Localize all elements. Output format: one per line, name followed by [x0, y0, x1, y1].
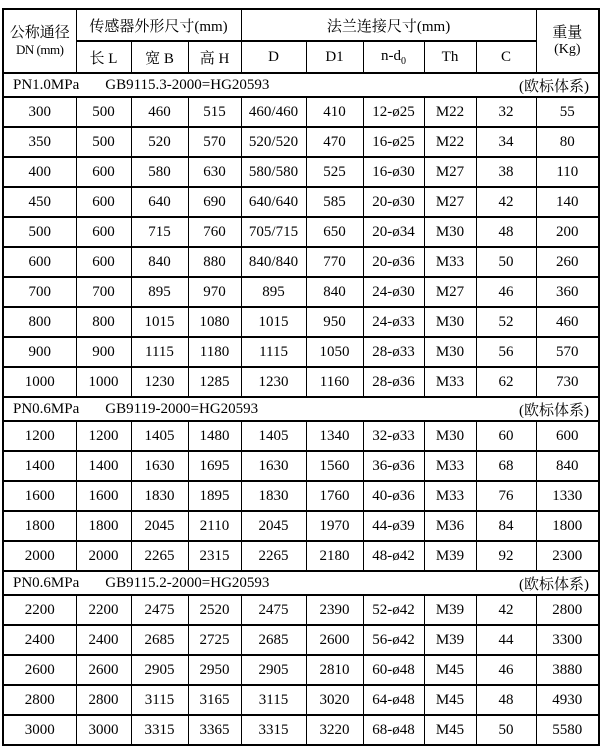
table-cell: M39 — [424, 541, 476, 571]
section-standard-label: GB9115.3-2000=HG20593 — [105, 76, 270, 93]
table-cell: 4930 — [536, 685, 599, 715]
header-height: 高 H — [188, 41, 241, 73]
table-cell: 600 — [3, 247, 76, 277]
table-cell: M45 — [424, 655, 476, 685]
data-row — [3, 541, 599, 571]
header-dn-title: 公称通径 — [9, 25, 70, 41]
data-row — [3, 97, 599, 127]
table-cell: 1630 — [131, 451, 188, 481]
table-cell: 1200 — [3, 421, 76, 451]
data-row — [3, 127, 599, 157]
table-cell: 970 — [188, 277, 241, 307]
table-cell: 42 — [476, 595, 536, 625]
table-cell: 76 — [476, 481, 536, 511]
table-cell: 2905 — [131, 655, 188, 685]
table-cell: 32 — [476, 97, 536, 127]
table-cell: 880 — [188, 247, 241, 277]
table-cell: 12-ø25 — [363, 97, 424, 127]
table-cell: 1830 — [131, 481, 188, 511]
table-cell: 1970 — [306, 511, 363, 541]
table-cell: 3020 — [306, 685, 363, 715]
table-cell: 40-ø36 — [363, 481, 424, 511]
table-cell: 2600 — [76, 655, 131, 685]
table-cell: 500 — [3, 217, 76, 247]
table-cell: 300 — [3, 97, 76, 127]
table-cell: 34 — [476, 127, 536, 157]
table-cell: 895 — [241, 277, 306, 307]
table-cell: 56 — [476, 337, 536, 367]
table-cell: 690 — [188, 187, 241, 217]
table-cell: 1800 — [536, 511, 599, 541]
table-cell: 20-ø30 — [363, 187, 424, 217]
table-cell: 32-ø33 — [363, 421, 424, 451]
table-cell: 2045 — [131, 511, 188, 541]
table-cell: 2000 — [76, 541, 131, 571]
table-cell: 360 — [536, 277, 599, 307]
table-cell: 3000 — [3, 715, 76, 745]
data-row — [3, 715, 599, 745]
header-length: 长 L — [76, 41, 131, 73]
table-cell: 28-ø33 — [363, 337, 424, 367]
table-cell: 400 — [3, 157, 76, 187]
table-cell: 2400 — [76, 625, 131, 655]
table-cell: 1630 — [241, 451, 306, 481]
table-cell: 24-ø33 — [363, 307, 424, 337]
data-row — [3, 157, 599, 187]
table-cell: 3115 — [241, 685, 306, 715]
table-cell: M27 — [424, 277, 476, 307]
table-cell: 460 — [536, 307, 599, 337]
table-cell: 1560 — [306, 451, 363, 481]
header-weight-unit: (Kg) — [554, 41, 581, 57]
header-flange-connection-group: 法兰连接尺寸(mm) — [241, 9, 536, 41]
table-cell: 600 — [76, 217, 131, 247]
table-cell: 1800 — [3, 511, 76, 541]
table-cell: 515 — [188, 97, 241, 127]
table-cell: 1405 — [131, 421, 188, 451]
table-cell: 1180 — [188, 337, 241, 367]
table-cell: 44 — [476, 625, 536, 655]
header-sensor-dimensions-group: 传感器外形尺寸(mm) — [76, 9, 241, 41]
table-cell: 50 — [476, 247, 536, 277]
table-cell: M22 — [424, 97, 476, 127]
section-note-label: (欧标体系) — [519, 78, 590, 95]
header-d1: D1 — [306, 41, 363, 73]
table-cell: 1015 — [241, 307, 306, 337]
table-cell: 1480 — [188, 421, 241, 451]
table-cell: 2315 — [188, 541, 241, 571]
table-cell: 2800 — [76, 685, 131, 715]
table-cell: 1600 — [3, 481, 76, 511]
table-cell: 44-ø39 — [363, 511, 424, 541]
table-cell: 38 — [476, 157, 536, 187]
table-cell: 2265 — [241, 541, 306, 571]
table-cell: 3365 — [188, 715, 241, 745]
table-cell: 410 — [306, 97, 363, 127]
table-cell: 3315 — [131, 715, 188, 745]
table-cell: 840 — [536, 451, 599, 481]
table-cell: 2905 — [241, 655, 306, 685]
table-cell: 2800 — [3, 685, 76, 715]
table-cell: 585 — [306, 187, 363, 217]
table-cell: M30 — [424, 217, 476, 247]
section-header-inner — [4, 573, 598, 594]
table-cell: 2725 — [188, 625, 241, 655]
table-cell: 570 — [188, 127, 241, 157]
table-cell: 2000 — [3, 541, 76, 571]
table-cell: 3165 — [188, 685, 241, 715]
table-cell: 46 — [476, 277, 536, 307]
table-cell: 800 — [3, 307, 76, 337]
header-n-d0-prefix: n-d — [381, 47, 402, 64]
data-row — [3, 367, 599, 397]
table-cell: M45 — [424, 715, 476, 745]
table-cell: 55 — [536, 97, 599, 127]
table-cell: 2200 — [3, 595, 76, 625]
section-header-inner — [4, 75, 598, 96]
table-cell: 2265 — [131, 541, 188, 571]
data-row — [3, 481, 599, 511]
data-row — [3, 685, 599, 715]
data-row — [3, 187, 599, 217]
table-cell: 46 — [476, 655, 536, 685]
table-cell: 650 — [306, 217, 363, 247]
table-cell: 1230 — [131, 367, 188, 397]
table-cell: 520 — [131, 127, 188, 157]
table-cell: 460/460 — [241, 97, 306, 127]
table-cell: 60-ø48 — [363, 655, 424, 685]
table-cell: 700 — [3, 277, 76, 307]
table-cell: 2110 — [188, 511, 241, 541]
table-cell: 1000 — [76, 367, 131, 397]
table-cell: 2685 — [241, 625, 306, 655]
data-row — [3, 655, 599, 685]
header-weight — [536, 9, 599, 73]
table-cell: 1800 — [76, 511, 131, 541]
table-cell: 2300 — [536, 541, 599, 571]
table-cell: 92 — [476, 541, 536, 571]
section-header-row — [3, 397, 599, 421]
table-cell: 900 — [76, 337, 131, 367]
table-cell: 1600 — [76, 481, 131, 511]
header-d: D — [241, 41, 306, 73]
table-cell: 2180 — [306, 541, 363, 571]
header-row-subcolumns — [3, 41, 599, 73]
table-cell: 840/840 — [241, 247, 306, 277]
table-cell: 520/520 — [241, 127, 306, 157]
table-cell: 42 — [476, 187, 536, 217]
data-row — [3, 277, 599, 307]
data-row — [3, 451, 599, 481]
table-cell: 760 — [188, 217, 241, 247]
table-cell: 450 — [3, 187, 76, 217]
table-cell: 1330 — [536, 481, 599, 511]
table-cell: 1760 — [306, 481, 363, 511]
table-cell: M30 — [424, 337, 476, 367]
table-cell: M39 — [424, 625, 476, 655]
table-cell: 640/640 — [241, 187, 306, 217]
section-pressure-label: PN0.6MPa — [13, 400, 80, 417]
data-row — [3, 307, 599, 337]
table-cell: M27 — [424, 157, 476, 187]
data-row — [3, 511, 599, 541]
data-row — [3, 625, 599, 655]
table-cell: 700 — [76, 277, 131, 307]
table-cell: 350 — [3, 127, 76, 157]
table-cell: 1230 — [241, 367, 306, 397]
table-cell: 48 — [476, 685, 536, 715]
table-cell: 1895 — [188, 481, 241, 511]
table-cell: 20-ø36 — [363, 247, 424, 277]
table-cell: 68-ø48 — [363, 715, 424, 745]
table-cell: 1405 — [241, 421, 306, 451]
table-cell: 2810 — [306, 655, 363, 685]
table-cell: 1340 — [306, 421, 363, 451]
table-cell: 84 — [476, 511, 536, 541]
table-cell: 1015 — [131, 307, 188, 337]
header-n-d0 — [363, 41, 424, 73]
data-row — [3, 247, 599, 277]
table-cell: M30 — [424, 307, 476, 337]
table-cell: 580/580 — [241, 157, 306, 187]
table-cell: M30 — [424, 421, 476, 451]
table-cell: 2685 — [131, 625, 188, 655]
table-cell: 1115 — [131, 337, 188, 367]
table-cell: 64-ø48 — [363, 685, 424, 715]
table-cell: 3000 — [76, 715, 131, 745]
table-cell: 3220 — [306, 715, 363, 745]
table-cell: 68 — [476, 451, 536, 481]
section-pressure-label: PN0.6MPa — [13, 574, 80, 591]
table-cell: 800 — [76, 307, 131, 337]
table-cell: 2520 — [188, 595, 241, 625]
table-cell: 1080 — [188, 307, 241, 337]
table-cell: 840 — [306, 277, 363, 307]
table-cell: 2950 — [188, 655, 241, 685]
table-cell: 3300 — [536, 625, 599, 655]
table-cell: M27 — [424, 187, 476, 217]
table-cell: 600 — [536, 421, 599, 451]
header-width: 宽 B — [131, 41, 188, 73]
table-cell: 3315 — [241, 715, 306, 745]
table-cell: 110 — [536, 157, 599, 187]
table-cell: 2600 — [3, 655, 76, 685]
table-cell: 200 — [536, 217, 599, 247]
section-header-cell — [3, 73, 599, 97]
table-cell: 2800 — [536, 595, 599, 625]
table-cell: 570 — [536, 337, 599, 367]
table-cell: 705/715 — [241, 217, 306, 247]
header-row-groups — [3, 9, 599, 41]
table-cell: 3115 — [131, 685, 188, 715]
table-cell: 580 — [131, 157, 188, 187]
section-header-inner — [4, 399, 598, 420]
section-header-row — [3, 571, 599, 595]
table-cell: 2200 — [76, 595, 131, 625]
table-cell: 24-ø30 — [363, 277, 424, 307]
table-cell: 600 — [76, 247, 131, 277]
table-cell: 630 — [188, 157, 241, 187]
table-cell: 80 — [536, 127, 599, 157]
table-cell: M33 — [424, 247, 476, 277]
header-nominal-diameter — [3, 9, 76, 73]
table-cell: M33 — [424, 451, 476, 481]
data-row — [3, 421, 599, 451]
table-cell: 50 — [476, 715, 536, 745]
table-cell: 2600 — [306, 625, 363, 655]
table-cell: 1695 — [188, 451, 241, 481]
data-row — [3, 337, 599, 367]
table-cell: 20-ø34 — [363, 217, 424, 247]
table-cell: 500 — [76, 97, 131, 127]
table-cell: 500 — [76, 127, 131, 157]
table-cell: 640 — [131, 187, 188, 217]
section-standard-label: GB9119-2000=HG20593 — [105, 400, 259, 417]
table-cell: 1285 — [188, 367, 241, 397]
table-cell: 470 — [306, 127, 363, 157]
table-cell: M36 — [424, 511, 476, 541]
table-cell: 730 — [536, 367, 599, 397]
table-cell: 895 — [131, 277, 188, 307]
table-cell: 525 — [306, 157, 363, 187]
table-cell: 2475 — [131, 595, 188, 625]
table-cell: 48 — [476, 217, 536, 247]
table-cell: 600 — [76, 157, 131, 187]
table-cell: 140 — [536, 187, 599, 217]
header-dn-unit: DN (mm) — [16, 42, 64, 57]
table-cell: 28-ø36 — [363, 367, 424, 397]
table-cell: M33 — [424, 481, 476, 511]
header-th: Th — [424, 41, 476, 73]
section-header-cell — [3, 397, 599, 421]
table-cell: 1200 — [76, 421, 131, 451]
table-cell: M22 — [424, 127, 476, 157]
table-cell: 600 — [76, 187, 131, 217]
header-n-d0-subscript: 0 — [401, 55, 407, 67]
table-cell: M45 — [424, 685, 476, 715]
table-cell: 2475 — [241, 595, 306, 625]
table-header — [3, 9, 599, 73]
table-cell: 260 — [536, 247, 599, 277]
data-row — [3, 595, 599, 625]
section-standard-label: GB9115.2-2000=HG20593 — [105, 574, 270, 591]
section-note-label: (欧标体系) — [519, 402, 590, 419]
table-cell: 36-ø36 — [363, 451, 424, 481]
table-cell: 1115 — [241, 337, 306, 367]
table-cell: 1400 — [76, 451, 131, 481]
table-cell: 840 — [131, 247, 188, 277]
header-c: C — [476, 41, 536, 73]
header-weight-title: 重量 — [552, 24, 583, 41]
section-note-label: (欧标体系) — [519, 576, 590, 593]
data-row — [3, 217, 599, 247]
table-cell: 900 — [3, 337, 76, 367]
table-cell: 1050 — [306, 337, 363, 367]
table-cell: 2400 — [3, 625, 76, 655]
table-cell: 1160 — [306, 367, 363, 397]
table-cell: 1000 — [3, 367, 76, 397]
table-cell: 3880 — [536, 655, 599, 685]
table-cell: 62 — [476, 367, 536, 397]
table-cell: 56-ø42 — [363, 625, 424, 655]
dimension-spec-table — [2, 8, 600, 746]
table-cell: 5580 — [536, 715, 599, 745]
table-cell: 1400 — [3, 451, 76, 481]
table-cell: 60 — [476, 421, 536, 451]
table-cell: M33 — [424, 367, 476, 397]
table-cell: M39 — [424, 595, 476, 625]
table-cell: 16-ø25 — [363, 127, 424, 157]
table-cell: 16-ø30 — [363, 157, 424, 187]
table-cell: 52-ø42 — [363, 595, 424, 625]
section-header-cell — [3, 571, 599, 595]
table-cell: 1830 — [241, 481, 306, 511]
table-cell: 2045 — [241, 511, 306, 541]
table-cell: 52 — [476, 307, 536, 337]
table-cell: 460 — [131, 97, 188, 127]
table-body — [3, 73, 599, 745]
table-cell: 950 — [306, 307, 363, 337]
section-header-row — [3, 73, 599, 97]
table-cell: 2390 — [306, 595, 363, 625]
table-cell: 48-ø42 — [363, 541, 424, 571]
section-pressure-label: PN1.0MPa — [13, 76, 80, 93]
table-cell: 770 — [306, 247, 363, 277]
table-cell: 715 — [131, 217, 188, 247]
